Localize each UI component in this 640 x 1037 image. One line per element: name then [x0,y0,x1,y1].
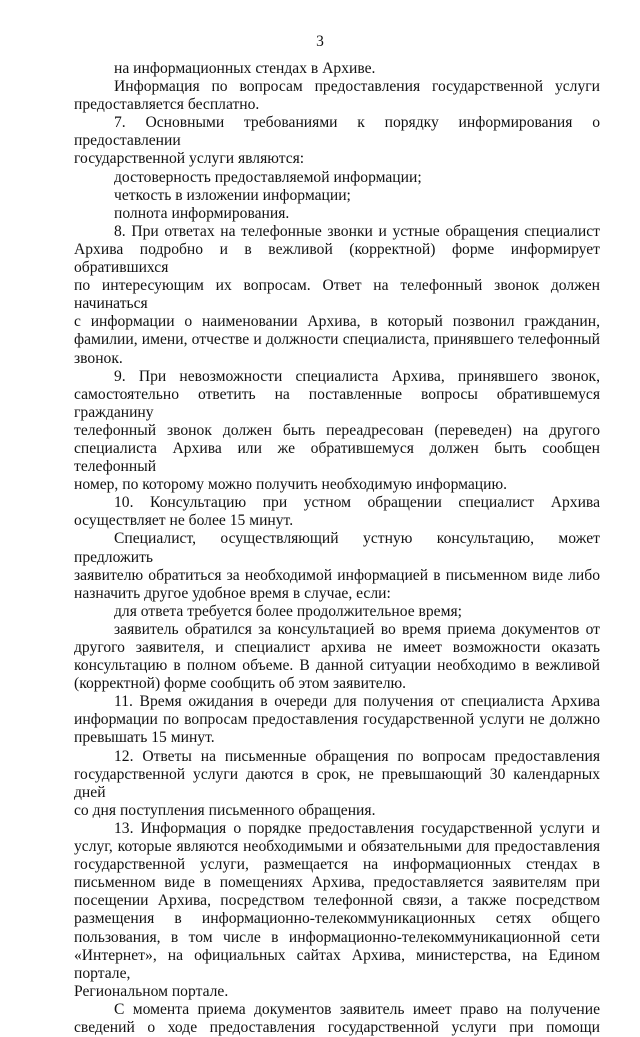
page-number: 3 [316,33,324,50]
text-line: информации по вопросам предоставления государственной услуги не должно [74,711,600,729]
text-line: назначить другое удобное время в случае, если: [74,584,391,602]
text-line: 7. Основными требованиями к порядку информирования о предоставлении [74,114,600,150]
text-line: письменном виде в помещениях Архива, предоставляется заявителям при [74,874,600,892]
text-line: 9. При невозможности специалиста Архива, принявшего звонок, [114,367,600,385]
text-line: по интересующим их вопросам. Ответ на телефонный звонок должен начинаться [74,277,600,313]
text-line: сведений о ходе предоставления государственной услуги при помощи [74,1018,600,1036]
text-line: телефонный звонок должен быть переадресован (переведен) на другого [74,421,600,439]
text-line: Региональном портале. [74,982,229,1000]
text-line: с информации о наименовании Архива, в который позвонил гражданин, [74,313,600,331]
text-line: государственной услуги даются в срок, не превышающий 30 календарных дней [74,765,600,801]
text-line: (корректной) форме сообщить об этом заявителю. [74,675,407,693]
text-line: фамилии, имени, отчестве и должности специалиста, принявшего телефонный [74,331,600,349]
document-body [74,60,600,1037]
text-line: четкость в изложении информации; [114,186,351,204]
text-line: пользования, в том числе в информационно-телекоммуникационной сети [74,928,600,946]
text-line: посещении Архива, посредством телефонной связи, а также посредством [74,892,600,910]
text-line: 13. Информация о порядке предоставления государственной услуги и [114,819,600,837]
text-line: осуществляет не более 15 минут. [74,512,294,530]
text-line: 8. При ответах на телефонные звонки и устные обращения специалист [114,222,600,240]
text-line: другого заявителя, и специалист архива не имеет возможности оказать [74,639,600,656]
text-line: заявителю обратиться за необходимой информацией в письменном виде либо [74,566,600,584]
text-line: со дня поступления письменного обращения. [74,801,376,819]
text-line: достоверность предоставляемой информации; [114,168,422,186]
text-line: 11. Время ожидания в очереди для получения от специалиста Архива [114,693,600,711]
text-line: номер, по которому можно получить необходимую информацию. [74,476,508,494]
text-line: заявитель обратился за консультацией во время приема документов от [114,620,600,638]
text-line: размещения в информационно-телекоммуникационных сетях общего [74,910,600,928]
text-line: «Интернет», на официальных сайтах Архива, министерства, на Едином портале, [74,946,600,982]
text-line: для ответа требуется более продолжительное время; [114,602,462,620]
text-line: 10. Консультацию при устном обращении специалист Архива [114,494,600,512]
text-line: превышать 15 минут. [74,729,215,747]
text-line: звонок. [74,349,123,367]
text-line: самостоятельно ответить на поставленные вопросы обратившемуся гражданину [74,385,600,421]
text-line: специалиста Архива или же обратившемуся должен быть сообщен телефонный [74,439,600,476]
text-line: Архива подробно и в вежливой (корректной) форме информирует обратившихся [74,240,600,277]
text-line: на информационных стендах в Архиве. [114,60,376,77]
text-line: Специалист, осуществляющий устную консультацию, может предложить [74,530,600,566]
text-line: Информация по вопросам предоставления государственной услуги [114,78,600,96]
text-line: 12. Ответы на письменные обращения по вопросам предоставления [114,747,600,765]
text-line: государственной услуги, размещается на информационных стендах в [74,856,600,874]
text-line: предоставляется бесплатно. [74,96,260,114]
text-line: полнота информирования. [114,204,290,222]
text-line: государственной услуги являются: [74,150,305,168]
text-line: консультацию в полном объеме. В данной ситуации необходимо в вежливой [74,657,600,675]
text-line: С момента приема документов заявитель имеет право на получение [114,1000,600,1018]
text-line: услуг, которые являются необходимыми и обязательными для предоставления [74,838,600,856]
